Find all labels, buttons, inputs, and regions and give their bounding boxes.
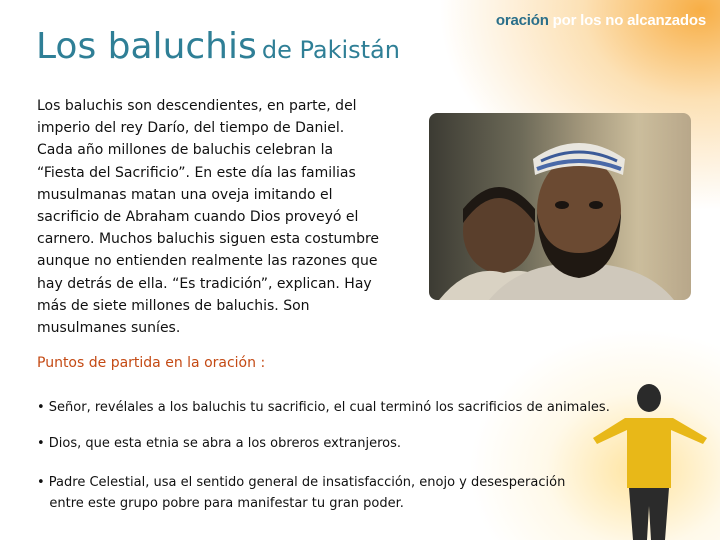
title-people-group: Los baluchis: [36, 26, 257, 67]
prayer-point: [37, 397, 610, 418]
intro-line: hay detrás de ella. “Es tradición”, explican. Hay: [37, 275, 372, 292]
page-title: [36, 26, 400, 67]
praying-figure-illustration: [585, 378, 715, 540]
intro-line: carnero. Muchos baluchis siguen esta costumbre: [37, 231, 380, 248]
brand-tagline: por los no alcanzados: [552, 12, 706, 29]
prayer-point: [37, 433, 401, 454]
prayer-point-line: • Señor, revélales a los baluchis tu sacrificio, el cual terminó los sacrificios de animales.: [37, 400, 610, 415]
title-country: de Pakistán: [261, 36, 400, 64]
prayer-points-heading: Puntos de partida en la oración :: [37, 355, 266, 371]
intro-line: Los baluchis son descendientes, en parte, del: [37, 98, 357, 114]
right-eye: [589, 201, 603, 209]
prayer-point-line: • Padre Celestial, usa el sentido general de insatisfacción, enojo y desesperación: [37, 475, 566, 490]
brand-logo: [496, 12, 706, 29]
figure-shirt: [593, 418, 707, 488]
figure-head: [637, 384, 661, 412]
intro-line: aunque no entienden realmente las razones que: [37, 253, 378, 270]
intro-line: musulmanes suníes.: [37, 320, 181, 337]
praying-figure: [585, 378, 715, 540]
portrait-illustration: [429, 113, 691, 300]
intro-line: imperio del rey Darío, del tiempo de Daniel.: [37, 120, 345, 137]
intro-line: más de siete millones de baluchis. Son: [37, 297, 310, 314]
prayer-point-line: • Dios, que esta etnia se abra a los obreros extranjeros.: [37, 436, 401, 451]
prayer-point-line: entre este grupo pobre para manifestar tu gran poder.: [37, 496, 404, 511]
left-eye: [555, 201, 569, 209]
intro-paragraph: [37, 95, 409, 339]
prayer-point: [37, 472, 565, 514]
intro-line: musulmanas matan una oveja imitando el: [37, 186, 333, 203]
portrait-photo: [429, 113, 691, 300]
brand-word-oracion: oración: [495, 12, 549, 29]
intro-line: Cada año millones de baluchis celebran la: [37, 142, 334, 159]
figure-pants: [629, 488, 669, 540]
intro-line: sacrificio de Abraham cuando Dios proveyó el: [37, 209, 359, 226]
intro-line: “Fiesta del Sacrificio”. En este día las familias: [37, 164, 356, 181]
